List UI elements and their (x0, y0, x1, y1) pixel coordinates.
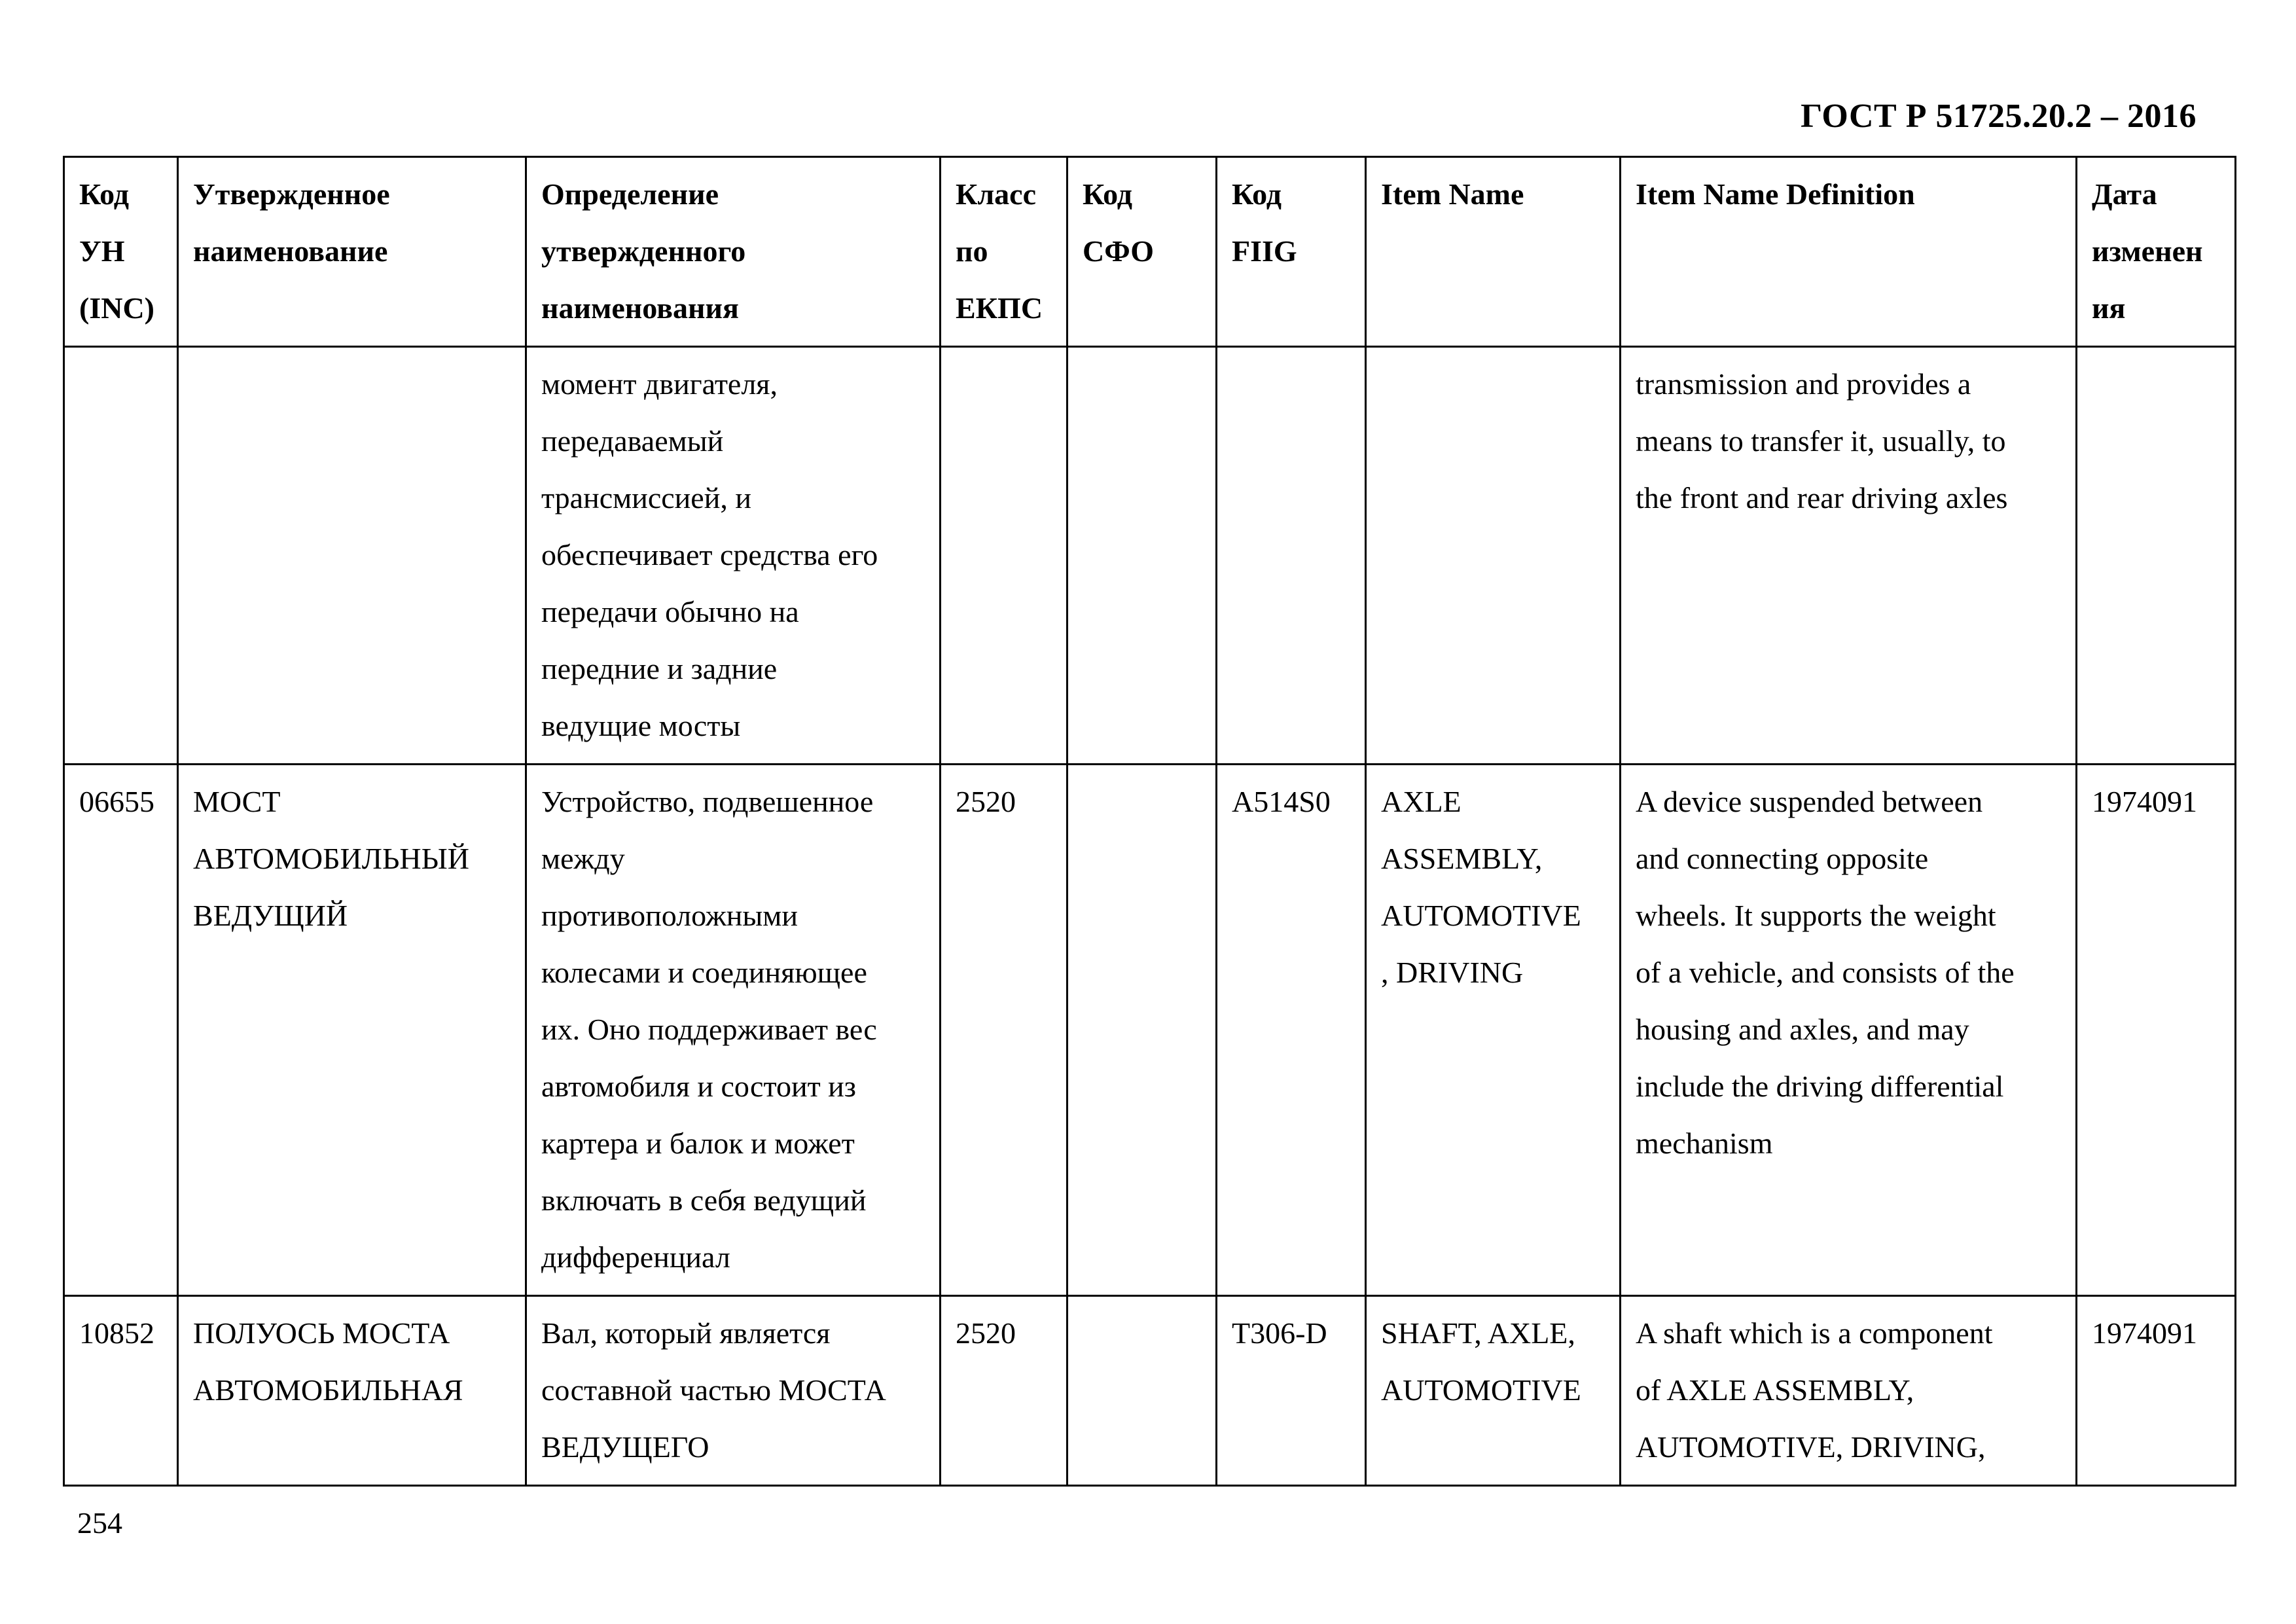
cell-inc: 10852 (64, 1296, 178, 1486)
cell-approved-name: МОСТ АВТОМОБИЛЬНЫЙ ВЕДУЩИЙ (178, 765, 526, 1296)
header-item-name: Item Name (1366, 157, 1621, 347)
cell-inc (64, 347, 178, 765)
header-definition: Определение утвержденного наименования (526, 157, 941, 347)
cell-inc: 06655 (64, 765, 178, 1296)
cell-fiig-code (1217, 347, 1366, 765)
header-fsc-class: Класс по ЕКПС (941, 157, 1067, 347)
table-row (64, 765, 2236, 1296)
table-header-row (64, 157, 2236, 347)
cell-sfo-code (1067, 765, 1217, 1296)
cell-item-name: SHAFT, AXLE, AUTOMOTIVE (1366, 1296, 1621, 1486)
cell-item-name-definition: A shaft which is a component of AXLE ASSEMBLY, AUTOMOTIVE, DRIVING, (1621, 1296, 2077, 1486)
page-number: 254 (77, 1506, 122, 1540)
cell-item-name-definition: A device suspended between and connecting opposite wheels. It supports the weight of a vehicle, and consists of the housing and axles, and may include the driving differential mechanism (1621, 765, 2077, 1296)
header-fiig-code: Код FIIG (1217, 157, 1366, 347)
cell-approved-name (178, 347, 526, 765)
header-sfo-code: Код СФО (1067, 157, 1217, 347)
document-standard-title: ГОСТ Р 51725.20.2 – 2016 (1801, 98, 2197, 135)
approved-names-table (63, 156, 2236, 1487)
cell-date-changed: 1974091 (2077, 765, 2236, 1296)
cell-definition: момент двигателя, передаваемый трансмиссией, и обеспечивает средства его передачи обычно на передние и задние ведущие мосты (526, 347, 941, 765)
table-row (64, 347, 2236, 765)
cell-date-changed: 1974091 (2077, 1296, 2236, 1486)
header-approved-name: Утвержденное наименование (178, 157, 526, 347)
cell-fiig-code: A514S0 (1217, 765, 1366, 1296)
cell-item-name (1366, 347, 1621, 765)
cell-item-name-definition: transmission and provides a means to transfer it, usually, to the front and rear driving axles (1621, 347, 2077, 765)
cell-definition: Устройство, подвешенное между противоположными колесами и соединяющее их. Оно поддерживает вес автомобиля и состоит из картера и балок и может включать в себя ведущий дифференциал (526, 765, 941, 1296)
cell-sfo-code (1067, 1296, 1217, 1486)
header-date-changed: Дата изменен ия (2077, 157, 2236, 347)
cell-fsc-class (941, 347, 1067, 765)
header-inc: Код УН (INC) (64, 157, 178, 347)
cell-definition: Вал, который является составной частью МОСТА ВЕДУЩЕГО (526, 1296, 941, 1486)
cell-item-name: AXLE ASSEMBLY, AUTOMOTIVE , DRIVING (1366, 765, 1621, 1296)
cell-sfo-code (1067, 347, 1217, 765)
cell-fsc-class: 2520 (941, 765, 1067, 1296)
cell-date-changed (2077, 347, 2236, 765)
cell-fiig-code: T306-D (1217, 1296, 1366, 1486)
cell-fsc-class: 2520 (941, 1296, 1067, 1486)
header-item-name-definition: Item Name Definition (1621, 157, 2077, 347)
cell-approved-name: ПОЛУОСЬ МОСТА АВТОМОБИЛЬНАЯ (178, 1296, 526, 1486)
table-row (64, 1296, 2236, 1486)
